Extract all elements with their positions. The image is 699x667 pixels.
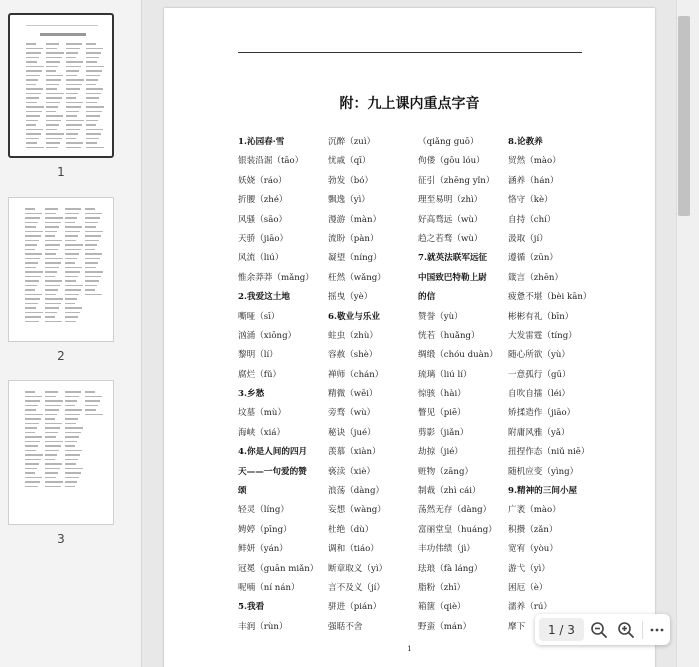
word-entry: 折腰（zhé） [238,195,288,206]
word-entry: 凝望（níng） [328,253,382,264]
word-entry: 濡养（rú） [508,602,553,613]
thumbnail-image[interactable] [8,197,114,342]
word-entry: 沉醉（zuì） [328,137,376,147]
word-entry: 轻灵（líng） [238,505,289,516]
word-entry: 困厄（è） [508,582,548,593]
section-heading: 颂 [238,486,247,497]
word-entry: 飘逸（yì） [328,195,370,206]
word-entry: 丰功伟绩（jì） [418,544,475,555]
word-entry: 流盼（pàn） [328,233,379,244]
word-entry: 调和（tiáo） [328,544,379,555]
word-entry: 游弋（yì） [508,563,550,574]
thumbnail-column [86,43,104,151]
section-heading: 9.精神的三间小屋 [508,486,578,497]
document-page [164,8,655,667]
word-entry: 天骄（jiāo） [238,233,289,244]
word-entry: 银装沿淈（tāo） [238,156,304,167]
text-column-2 [328,133,418,637]
word-entry: 箴言（zhēn） [508,272,564,283]
word-entry: 随心所欲（yù） [508,350,570,361]
text-column-3 [418,133,508,637]
thumbnail-column [25,391,43,490]
section-heading: 6.敬业与乐业 [328,311,380,322]
word-entry: 鲜妍（yán） [238,544,288,555]
text-column-4 [508,133,598,637]
word-entry: 枉然（wǎng） [328,272,386,283]
thumbnail-sidebar [0,0,142,667]
word-entry: 珐琅（fà láng） [418,563,483,574]
page-thumbnail-3[interactable] [8,380,114,546]
word-entry: 摩下 [508,621,526,632]
word-entry: 黎明（lí） [238,350,278,361]
word-entry: 精微（wēi） [328,389,378,400]
more-icon [648,621,666,639]
word-entry: 自吹自擂（léi） [508,389,571,400]
zoom-out-button[interactable] [586,617,611,643]
word-entry: 汲取（jí） [508,233,548,244]
word-entry: 呢喃（ní nán） [238,582,300,593]
floating-toolbar [535,614,670,645]
word-entry: 亵渎（xiè） [328,466,376,477]
page-indicator[interactable]: 1 / 3 [539,618,584,641]
word-entry: 言不及义（jí） [328,582,385,593]
word-entry: 矫揉造作（jiāo） [508,408,576,419]
word-entry: 杜绝（dù） [328,524,374,535]
thumbnail-page-number: 3 [57,532,65,546]
thumbnail-column [25,208,43,325]
thumbnail-column [45,208,63,325]
thumbnail-column [66,43,84,151]
thumbnail-image[interactable] [8,380,114,525]
word-entry: 涵养（hán） [508,175,559,186]
header-rule [238,52,582,53]
word-entry: 制裁（zhì cái） [418,486,481,497]
toolbar-separator [642,621,643,639]
word-entry: 大发雷霆（tíng） [508,330,577,341]
thumbnail-page-number: 1 [57,165,65,179]
word-entry: 惊骇（hài） [418,389,466,400]
word-entry: 荡然无存（dàng） [418,505,492,516]
word-entry: 丰润（rùn） [238,621,288,632]
word-entry: 浪荡（dàng） [328,486,385,497]
word-entry: 箱箧（qiè） [418,602,466,613]
thumbnail-column [85,391,103,418]
thumbnail-column [65,391,83,490]
word-entry: 富丽堂皇（huáng） [418,524,497,535]
word-entry: 疲惫不堪（bèi kān） [508,292,592,303]
section-heading: 中国致巴特勒上尉 [418,272,487,283]
page-thumbnail-2[interactable] [8,197,114,363]
page-thumbnail-1[interactable] [8,13,114,179]
word-entry: 赞誉（yù） [418,311,463,322]
word-entry: 恍若（huǎng） [418,330,480,341]
word-entry: 附庸风雅（yǎ） [508,427,570,438]
section-heading: 1.沁园春·雪 [238,137,285,147]
word-entry: 绸缎（chóu duàn） [418,350,498,361]
section-heading: 2.我爱这土地 [238,292,290,303]
more-options-button[interactable] [645,617,670,643]
section-heading: 天——一句爱的赞 [238,466,307,477]
section-heading: 4.你是人间的四月 [238,447,308,458]
word-entry: 漫游（màn） [328,214,382,225]
section-heading: 3.乡愁 [238,389,265,400]
section-heading: 的信 [418,292,436,303]
word-entry: 断章取义（yì） [328,563,388,574]
word-entry: 蛀虫（zhù） [328,330,378,341]
vertical-scrollbar[interactable] [676,0,699,667]
word-entry: 羡慕（xiàn） [328,447,381,458]
word-entry: 妄想（wàng） [328,505,386,516]
thumbnail-column [26,43,44,151]
word-entry: 恪守（kè） [508,195,553,206]
word-entry: 遵循（zūn） [508,253,558,264]
word-entry: 瞥见（piē） [418,408,466,419]
word-entry: 风骚（sāo） [238,214,288,225]
word-entry: 野蛮（mán） [418,621,472,632]
page-title: 附：九上课内重点字音 [339,96,480,112]
word-entry: 汹涌（xiōng） [238,330,297,341]
word-entry: （qiǎng guō） [418,137,479,147]
word-entry: 摇曳（yè） [328,292,373,303]
thumbnail-title [40,33,86,36]
word-entry: 坟墓（mù） [238,408,287,419]
zoom-in-button[interactable] [613,617,638,643]
word-entry: 惟余莽莽（mǎng） [238,272,314,283]
word-entry: 广袤（mào） [508,505,561,516]
word-entry: 征引（zhēng yǐn） [418,175,495,186]
thumbnail-page-number: 2 [57,349,65,363]
page-number: 1 [407,645,412,653]
word-entry: 腐烂（fǔ） [238,369,282,380]
zoom-in-icon [617,621,635,639]
word-entry: 一意孤行（gū） [508,369,571,380]
thumbnail-column [65,208,83,325]
word-entry: 趋之若骛（wù） [418,233,483,244]
word-entry: 脂粉（zhī） [418,582,466,593]
thumbnail-rule [26,25,98,26]
word-entry: 海峡（xiá） [238,427,286,438]
thumbnail-column [45,391,63,490]
thumbnail-image[interactable] [8,13,114,158]
word-entry: 贸然（mào） [508,156,561,167]
word-entry: 娉婷（pīng） [238,524,292,535]
word-entry: 妖娆（ráo） [238,175,287,186]
word-entry: 随机应变（yìng） [508,466,579,477]
word-entry: 禅师（chán） [328,369,384,380]
zoom-out-icon [590,621,608,639]
word-entry: 好高骛远（wù） [418,214,483,225]
word-entry: 勃发（bó） [328,175,374,186]
word-entry: 宽宥（yòu） [508,544,558,555]
word-entry: 积攒（zǎn） [508,524,558,535]
scrollbar-thumb[interactable] [678,16,690,216]
text-column-1 [238,133,328,637]
word-entry: 嘶哑（sī） [238,311,280,322]
word-entry: 秘诀（jué） [328,427,376,438]
word-entry: 扭捏作态（niǔ niē） [508,447,590,458]
word-entry: 剪影（jiǎn） [418,427,469,438]
word-entry: 风流（liú） [238,253,284,264]
document-viewer[interactable] [143,0,676,667]
word-entry: 劫掠（jié） [418,447,463,458]
section-heading: 5.我看 [238,602,265,613]
word-entry: 强聒不舍 [328,621,363,632]
thumbnail-column [85,208,103,298]
word-entry: 理至易明（zhì） [418,195,483,206]
word-entry: 赃物（zāng） [418,466,474,477]
thumbnail-column [46,43,64,151]
word-entry: 琉璃（liú lí） [418,369,472,380]
word-entry: 旁骛（wù） [328,408,376,419]
word-entry: 骈进（pián） [328,602,382,613]
word-entry: 自持（chí） [508,214,556,225]
word-entry: 忧戚（qī） [328,156,371,167]
word-entry: 容赦（shè） [328,350,378,361]
section-heading: 8.论教养 [508,137,543,147]
word-entry: 冠冕（guān miǎn） [238,563,319,574]
word-entry: 佝偻（gōu lóu） [418,156,485,167]
word-entry: 彬彬有礼（bīn） [508,311,574,322]
section-heading: 7.就英法联军远征 [418,253,488,264]
